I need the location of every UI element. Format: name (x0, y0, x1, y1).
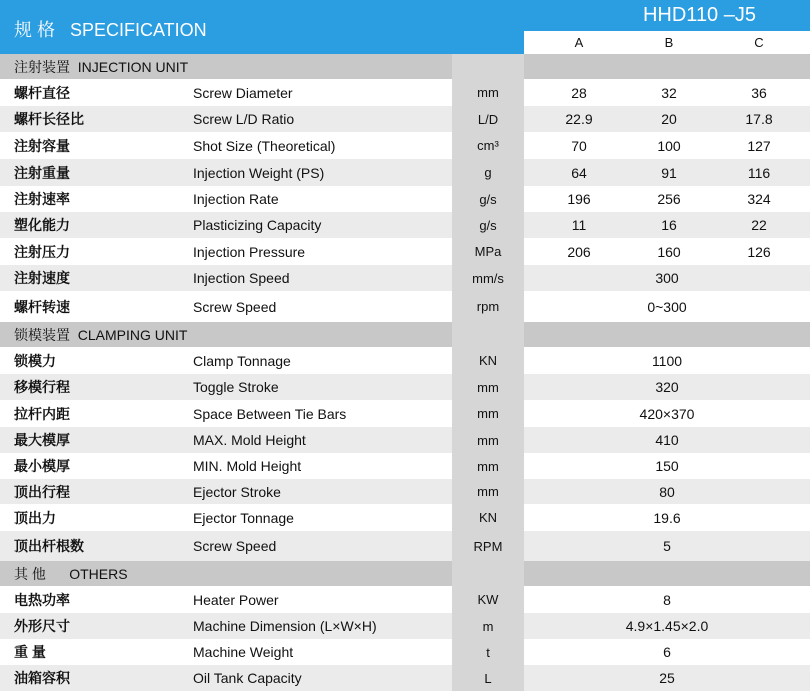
spec-name-cn: 外形尺寸 (14, 618, 70, 634)
spec-value-c: 324 (747, 191, 771, 207)
spec-value-b: 16 (661, 217, 677, 233)
spec-name-en: MIN. Mold Height (193, 458, 302, 474)
model-name: HHD110 –J5 (642, 4, 756, 26)
spec-name-en: Ejector Stroke (193, 483, 281, 500)
spec-unit: cm³ (477, 138, 499, 153)
spec-row (0, 504, 810, 531)
spec-name-cn: 注射重量 (14, 164, 70, 181)
spec-name-cn: 注射容量 (14, 137, 70, 154)
spec-value: 420×370 (639, 405, 695, 422)
spec-value-c: 127 (747, 137, 771, 154)
spec-name-en: Injection Speed (193, 270, 290, 286)
spec-value-a: 22.9 (565, 111, 593, 127)
spec-name-en: Clamp Tonnage (193, 352, 291, 369)
spec-name-cn: 重 量 (14, 644, 46, 660)
spec-unit: MPa (474, 244, 502, 259)
spec-value: 4.9×1.45×2.0 (625, 618, 709, 634)
spec-row (0, 400, 810, 427)
spec-value-b: 256 (657, 191, 681, 207)
spec-unit: rpm (476, 299, 500, 314)
spec-row (0, 132, 810, 159)
spec-row (0, 586, 810, 613)
section-title: 锁模装置 CLAMPING UNIT (14, 326, 188, 343)
spec-name-en: Plasticizing Capacity (193, 217, 322, 233)
spec-name-cn: 最小模厚 (14, 458, 70, 474)
spec-row (0, 212, 810, 238)
section-title: 其 他 OTHERS (14, 565, 128, 582)
spec-name-cn: 顶出行程 (14, 483, 70, 500)
spec-name-en: Oil Tank Capacity (193, 670, 302, 686)
spec-unit: g/s (479, 191, 497, 207)
spec-name-en: Space Between Tie Bars (193, 405, 347, 422)
spec-value-b: 32 (661, 84, 677, 101)
unit-column-bg (452, 54, 524, 79)
spec-row (0, 347, 810, 374)
spec-unit: mm (477, 406, 499, 421)
section-header-row (0, 561, 810, 586)
spec-unit: t (486, 644, 490, 660)
spec-name-en: Injection Pressure (193, 243, 306, 260)
spec-value: 0~300 (647, 298, 687, 315)
spec-value-c: 22 (751, 217, 767, 233)
spec-name-cn: 顶出力 (14, 509, 56, 526)
spec-name-en: Toggle Stroke (193, 379, 279, 395)
spec-name-en: Machine Dimension (L×W×H) (193, 618, 377, 634)
spec-row (0, 453, 810, 479)
spec-name-cn: 注射速度 (14, 270, 70, 286)
spec-name-cn: 螺杆直径 (14, 84, 70, 101)
spec-unit: m (482, 618, 494, 634)
spec-row (0, 665, 810, 691)
spec-name-en: Screw L/D Ratio (193, 111, 295, 127)
spec-unit: mm (477, 458, 499, 474)
spec-value-a: 196 (567, 191, 591, 207)
spec-name-cn: 螺杆转速 (14, 298, 70, 315)
spec-name-en: Machine Weight (193, 644, 294, 660)
spec-row (0, 265, 810, 291)
spec-name-cn: 塑化能力 (14, 217, 70, 233)
spec-row (0, 238, 810, 265)
spec-name-en: Shot Size (Theoretical) (193, 137, 336, 154)
spec-row (0, 186, 810, 212)
spec-name-cn: 注射速率 (14, 191, 70, 207)
spec-row (0, 79, 810, 106)
spec-value: 150 (655, 458, 679, 474)
spec-unit: mm (477, 85, 499, 100)
spec-name-en: MAX. Mold Height (193, 432, 306, 448)
spec-value-c: 116 (747, 164, 771, 181)
header-bar (0, 0, 524, 54)
spec-value-b: 100 (657, 137, 681, 154)
spec-unit: KN (478, 353, 498, 368)
spec-value: 410 (655, 432, 679, 448)
spec-value: 1100 (651, 352, 683, 369)
spec-unit: g (484, 165, 492, 180)
spec-row (0, 479, 810, 504)
spec-unit: L (484, 670, 492, 686)
spec-name-cn: 拉杆内距 (14, 405, 70, 422)
spec-name-cn: 最大模厚 (14, 432, 70, 448)
spec-value: 19.6 (653, 509, 681, 526)
spec-name-en: Injection Weight (PS) (193, 164, 325, 181)
spec-value-b: 91 (661, 164, 677, 181)
spec-unit: L/D (477, 111, 499, 127)
header-title: 规 格 SPECIFICATION (14, 20, 207, 40)
spec-value: 80 (659, 483, 675, 500)
spec-value-c: 126 (747, 243, 771, 260)
spec-row (0, 639, 810, 665)
spec-name-cn: 移模行程 (14, 379, 70, 395)
spec-value: 8 (663, 591, 671, 608)
unit-column-bg (452, 322, 524, 347)
spec-row (0, 427, 810, 453)
spec-name-en: Heater Power (193, 591, 279, 608)
spec-value-c: 36 (751, 84, 767, 101)
spec-unit: mm (477, 484, 499, 499)
model-bar (524, 0, 810, 31)
spec-name-cn: 电热功率 (14, 591, 70, 608)
spec-value: 300 (655, 270, 679, 286)
spec-unit: mm (477, 432, 499, 448)
variant-label-a: A (574, 35, 584, 50)
spec-name-cn: 油箱容积 (14, 670, 70, 686)
spec-value-b: 160 (657, 243, 681, 260)
spec-name-en: Screw Speed (193, 538, 277, 554)
section-header-row (0, 322, 810, 347)
spec-name-cn: 注射压力 (14, 243, 70, 260)
spec-value-a: 28 (571, 84, 587, 101)
spec-name-cn: 顶出杆根数 (14, 538, 84, 554)
spec-unit: KW (477, 592, 499, 607)
spec-value-b: 20 (661, 111, 677, 127)
spec-row (0, 613, 810, 639)
spec-name-cn: 螺杆长径比 (14, 111, 84, 127)
spec-row (0, 531, 810, 561)
variant-label-c: C (754, 35, 764, 50)
spec-value: 5 (663, 538, 671, 554)
spec-name-en: Screw Diameter (193, 84, 293, 101)
spec-value-a: 206 (567, 243, 591, 260)
spec-value: 25 (659, 670, 675, 686)
spec-unit: mm/s (472, 270, 504, 286)
spec-value: 6 (663, 644, 671, 660)
spec-value: 320 (655, 379, 679, 395)
spec-unit: mm (477, 379, 499, 395)
spec-name-cn: 锁模力 (14, 352, 56, 369)
spec-name-en: Ejector Tonnage (193, 509, 294, 526)
spec-unit: g/s (479, 217, 497, 233)
spec-name-en: Injection Rate (193, 191, 279, 207)
spec-row (0, 159, 810, 186)
spec-unit: KN (478, 510, 498, 525)
spec-unit: RPM (473, 538, 503, 554)
spec-row (0, 374, 810, 400)
variant-label-b: B (664, 35, 674, 50)
spec-value-a: 70 (571, 137, 587, 154)
spec-value-c: 17.8 (745, 111, 773, 127)
spec-row (0, 106, 810, 132)
unit-column-bg (452, 561, 524, 586)
spec-name-en: Screw Speed (193, 298, 277, 315)
section-title: 注射装置 INJECTION UNIT (14, 58, 189, 75)
spec-value-a: 64 (571, 164, 587, 181)
spec-row (0, 291, 810, 322)
section-header-row (0, 54, 810, 79)
spec-value-a: 11 (571, 217, 587, 233)
